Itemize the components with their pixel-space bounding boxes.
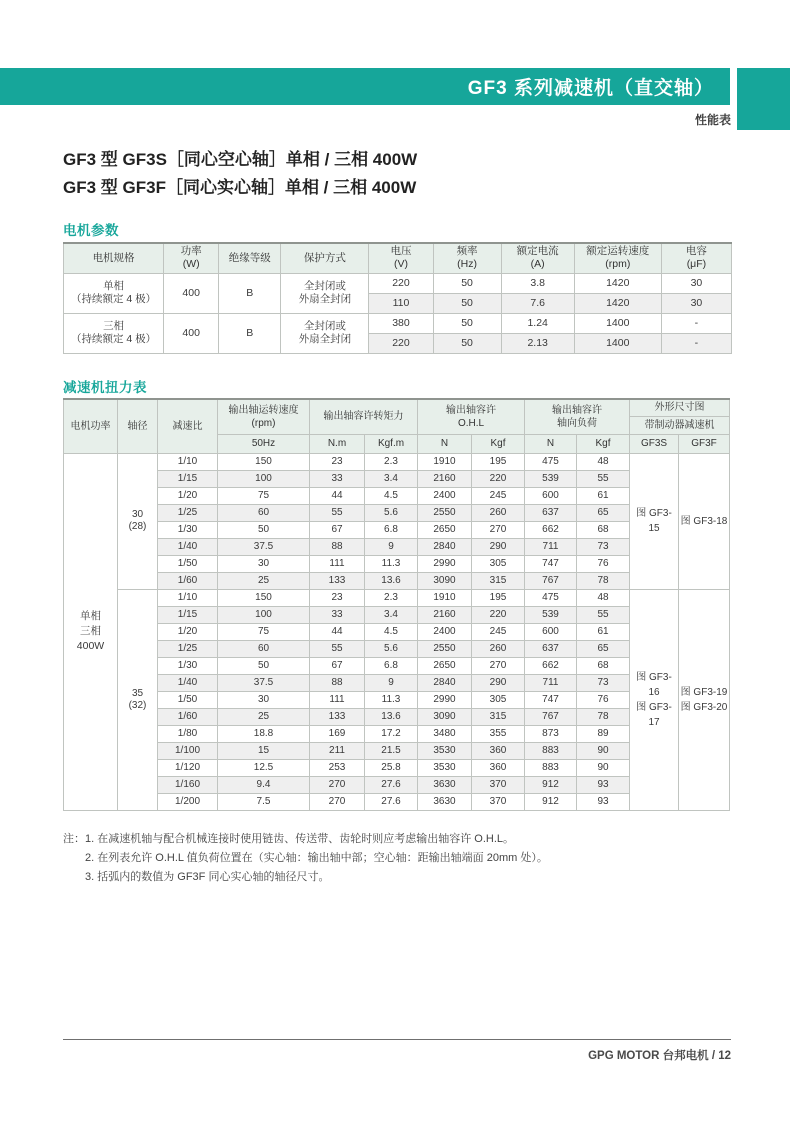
cell-value: 78 — [577, 708, 630, 725]
cell-value: 2.13 — [501, 333, 574, 353]
cell-value: 65 — [577, 504, 630, 521]
sub-column-header: GF3S — [630, 434, 679, 453]
cell-value: 9 — [365, 674, 418, 691]
motor-table-head — [64, 243, 732, 273]
cell-value: 55 — [577, 606, 630, 623]
cell-shaft-diameter: 35 (32) — [118, 589, 158, 810]
cell-value: 315 — [472, 708, 525, 725]
cell-value: 912 — [525, 776, 577, 793]
notes-list — [85, 830, 548, 887]
cell-value: 17.2 — [365, 725, 418, 742]
cell-value: 27.6 — [365, 793, 418, 810]
column-header: 额定运转速度 (rpm) — [574, 243, 661, 273]
cell-value: 73 — [577, 538, 630, 555]
cell-value: 55 — [310, 640, 365, 657]
motor-table-body — [64, 273, 732, 353]
cell-value: 9.4 — [218, 776, 310, 793]
sub-column-header: GF3F — [679, 434, 730, 453]
cell-value: 89 — [577, 725, 630, 742]
cell-value: 21.5 — [365, 742, 418, 759]
cell-value: 5.6 — [365, 504, 418, 521]
sub-column-header: N — [525, 434, 577, 453]
note-item: 3. 括弧内的数值为 GF3F 同心实心轴的轴径尺寸。 — [85, 871, 330, 883]
cell-ratio: 1/50 — [158, 555, 218, 572]
cell-value: 2400 — [418, 623, 472, 640]
torque-table — [63, 398, 730, 811]
table-row — [64, 273, 732, 293]
cell-value: 93 — [577, 793, 630, 810]
cell-value: 7.6 — [501, 293, 574, 313]
cell-ratio: 1/160 — [158, 776, 218, 793]
cell-value: 3090 — [418, 708, 472, 725]
cell-value: 88 — [310, 538, 365, 555]
cell-value: 637 — [525, 640, 577, 657]
cell-motor-spec: 三相 （持续额定 4 极） — [64, 313, 164, 353]
cell-value: 2.3 — [365, 453, 418, 470]
cell-value: 637 — [525, 504, 577, 521]
cell-value: 78 — [577, 572, 630, 589]
header-row — [64, 243, 732, 273]
cell-value: 55 — [310, 504, 365, 521]
torque-table-body — [64, 453, 730, 810]
cell-value: 2.3 — [365, 589, 418, 606]
cell-value: 25 — [218, 708, 310, 725]
cell-value: 13.6 — [365, 708, 418, 725]
sub-column-header: Kgf — [472, 434, 525, 453]
cell-value: 370 — [472, 793, 525, 810]
cell-value: 55 — [577, 470, 630, 487]
cell-value: 9 — [365, 538, 418, 555]
cell-value: 245 — [472, 487, 525, 504]
cell-value: 290 — [472, 538, 525, 555]
cell-value: 27.6 — [365, 776, 418, 793]
cell-ratio: 1/10 — [158, 589, 218, 606]
cell-value: 475 — [525, 453, 577, 470]
cell-value: 6.8 — [365, 657, 418, 674]
cell-ratio: 1/25 — [158, 640, 218, 657]
page-header-bar — [0, 68, 730, 105]
cell-ratio: 1/80 — [158, 725, 218, 742]
cell-value: 2840 — [418, 538, 472, 555]
cell-value: 44 — [310, 487, 365, 504]
cell-value: 60 — [218, 640, 310, 657]
cell-value: 747 — [525, 691, 577, 708]
cell-figure-gf3f: 图 GF3-18 — [679, 453, 730, 589]
cell-value: 111 — [310, 555, 365, 572]
cell-value: 380 — [369, 313, 433, 333]
cell-value: 220 — [472, 470, 525, 487]
col-header-dimensions: 外形尺寸图 — [630, 399, 730, 416]
cell-value: 883 — [525, 742, 577, 759]
cell-value: 50 — [433, 293, 501, 313]
cell-value: 37.5 — [218, 538, 310, 555]
cell-value: 7.5 — [218, 793, 310, 810]
torque-table-head — [64, 399, 730, 453]
cell-value: 30 — [661, 293, 731, 313]
cell-value: 90 — [577, 759, 630, 776]
cell-value: 30 — [218, 555, 310, 572]
col-header-motor-power: 电机功率 — [64, 399, 118, 453]
cell-value: 220 — [369, 333, 433, 353]
column-header: 保护方式 — [281, 243, 369, 273]
cell-value: 6.8 — [365, 521, 418, 538]
cell-value: 1910 — [418, 589, 472, 606]
cell-ratio: 1/30 — [158, 657, 218, 674]
cell-value: 76 — [577, 691, 630, 708]
cell-ratio: 1/30 — [158, 521, 218, 538]
cell-value: 18.8 — [218, 725, 310, 742]
cell-value: 37.5 — [218, 674, 310, 691]
col-header-shaft: 轴径 — [118, 399, 158, 453]
cell-value: 767 — [525, 572, 577, 589]
cell-ratio: 1/10 — [158, 453, 218, 470]
cell-value: 260 — [472, 504, 525, 521]
cell-value: 33 — [310, 470, 365, 487]
sub-column-header: N.m — [310, 434, 365, 453]
cell-value: 3630 — [418, 793, 472, 810]
table-row — [64, 589, 730, 606]
cell-value: 355 — [472, 725, 525, 742]
table-row — [64, 453, 730, 470]
cell-figure-gf3f: 图 GF3-19 图 GF3-20 — [679, 589, 730, 810]
cell-value: 30 — [218, 691, 310, 708]
cell-motor-spec: 单相 （持续额定 4 极） — [64, 273, 164, 313]
cell-value: 169 — [310, 725, 365, 742]
cell-value: 150 — [218, 589, 310, 606]
cell-value: 220 — [369, 273, 433, 293]
cell-value: 270 — [472, 657, 525, 674]
cell-shaft-diameter: 30 (28) — [118, 453, 158, 589]
cell-value: 767 — [525, 708, 577, 725]
header-row-1 — [64, 399, 730, 416]
cell-insulation: B — [219, 273, 281, 313]
column-header: 电压 (V) — [369, 243, 433, 273]
cell-ratio: 1/40 — [158, 538, 218, 555]
notes-prefix: 注： — [63, 833, 85, 845]
column-header: 电机规格 — [64, 243, 164, 273]
cell-ratio: 1/15 — [158, 470, 218, 487]
cell-value: 48 — [577, 453, 630, 470]
col-header-axial: 输出轴容许 轴向负荷 — [525, 399, 630, 434]
cell-value: 662 — [525, 521, 577, 538]
sub-column-header: Kgf — [577, 434, 630, 453]
cell-value: 100 — [218, 606, 310, 623]
cell-value: 60 — [218, 504, 310, 521]
model-title-line-1: GF3 型 GF3S［同心空心轴］单相 / 三相 400W — [63, 150, 418, 169]
cell-value: 370 — [472, 776, 525, 793]
cell-value: 4.5 — [365, 623, 418, 640]
cell-value: 305 — [472, 555, 525, 572]
cell-value: 220 — [472, 606, 525, 623]
cell-value: 88 — [310, 674, 365, 691]
cell-value: 68 — [577, 657, 630, 674]
cell-motor-power: 单相 三相 400W — [64, 453, 118, 810]
cell-value: 133 — [310, 708, 365, 725]
cell-value: 48 — [577, 589, 630, 606]
cell-value: 3530 — [418, 742, 472, 759]
column-header: 绝缘等级 — [219, 243, 281, 273]
cell-value: 100 — [218, 470, 310, 487]
cell-value: 711 — [525, 538, 577, 555]
cell-value: 50 — [218, 521, 310, 538]
cell-value: 195 — [472, 589, 525, 606]
motor-section-label: 电机参数 — [63, 223, 119, 238]
cell-value: 260 — [472, 640, 525, 657]
cell-value: 23 — [310, 589, 365, 606]
table-row — [64, 313, 732, 333]
cell-value: 883 — [525, 759, 577, 776]
column-header: 频率 (Hz) — [433, 243, 501, 273]
cell-value: 12.5 — [218, 759, 310, 776]
cell-value: 1420 — [574, 293, 661, 313]
cell-figure-gf3s: 图 GF3-16 图 GF3-17 — [630, 589, 679, 810]
cell-value: 245 — [472, 623, 525, 640]
cell-value: 133 — [310, 572, 365, 589]
cell-insulation: B — [219, 313, 281, 353]
cell-protection: 全封闭或 外扇全封闭 — [281, 273, 369, 313]
cell-value: 3530 — [418, 759, 472, 776]
cell-value: 5.6 — [365, 640, 418, 657]
cell-value: 2990 — [418, 555, 472, 572]
cell-value: 3.4 — [365, 606, 418, 623]
torque-section-label: 减速机扭力表 — [63, 380, 147, 395]
model-titles — [63, 146, 417, 202]
cell-value: 2160 — [418, 606, 472, 623]
notes-block — [63, 830, 731, 887]
cell-value: 111 — [310, 691, 365, 708]
cell-value: 73 — [577, 674, 630, 691]
cell-ratio: 1/60 — [158, 708, 218, 725]
column-header: 功率 (W) — [164, 243, 219, 273]
cell-value: 61 — [577, 487, 630, 504]
cell-value: 747 — [525, 555, 577, 572]
cell-value: 90 — [577, 742, 630, 759]
cell-value: 93 — [577, 776, 630, 793]
cell-value: 600 — [525, 623, 577, 640]
cell-value: 360 — [472, 759, 525, 776]
cell-value: 475 — [525, 589, 577, 606]
sub-column-header: N — [418, 434, 472, 453]
cell-ratio: 1/200 — [158, 793, 218, 810]
sub-column-header: 50Hz — [218, 434, 310, 453]
cell-value: 1400 — [574, 333, 661, 353]
column-header: 额定电流 (A) — [501, 243, 574, 273]
cell-value: 25 — [218, 572, 310, 589]
cell-value: 2650 — [418, 657, 472, 674]
cell-value: 2650 — [418, 521, 472, 538]
cell-value: 2160 — [418, 470, 472, 487]
cell-power: 400 — [164, 313, 219, 353]
page-title: GF3 系列减速机（直交轴） — [467, 78, 714, 99]
cell-value: 61 — [577, 623, 630, 640]
cell-ratio: 1/20 — [158, 623, 218, 640]
cell-value: - — [661, 313, 731, 333]
cell-ratio: 1/25 — [158, 504, 218, 521]
cell-value: 1.24 — [501, 313, 574, 333]
cell-value: 76 — [577, 555, 630, 572]
cell-value: 270 — [472, 521, 525, 538]
cell-value: 270 — [310, 793, 365, 810]
cell-value: 2990 — [418, 691, 472, 708]
cell-value: 290 — [472, 674, 525, 691]
col-header-ratio: 减速比 — [158, 399, 218, 453]
cell-value: 33 — [310, 606, 365, 623]
model-title-line-2: GF3 型 GF3F［同心实心轴］单相 / 三相 400W — [63, 178, 417, 197]
cell-protection: 全封闭或 外扇全封闭 — [281, 313, 369, 353]
cell-value: 11.3 — [365, 691, 418, 708]
cell-value: 13.6 — [365, 572, 418, 589]
footer-page-label: GPG MOTOR 台邦电机 / 12 — [588, 1050, 731, 1062]
cell-value: 25.8 — [365, 759, 418, 776]
cell-ratio: 1/15 — [158, 606, 218, 623]
note-item: 1. 在减速机轴与配合机械连接时使用链齿、传送带、齿轮时则应考虑输出轴容许 O.H.L。 — [85, 833, 515, 845]
cell-value: 2840 — [418, 674, 472, 691]
cell-ratio: 1/100 — [158, 742, 218, 759]
cell-ratio: 1/20 — [158, 487, 218, 504]
cell-value: 150 — [218, 453, 310, 470]
cell-value: 1420 — [574, 273, 661, 293]
cell-value: 68 — [577, 521, 630, 538]
page-subtitle: 性能表 — [694, 113, 731, 127]
header-accent-square — [737, 68, 790, 130]
col-header-speed: 输出轴运转速度 (rpm) — [218, 399, 310, 434]
cell-value: 305 — [472, 691, 525, 708]
cell-value: 3090 — [418, 572, 472, 589]
col-header-torque: 输出轴容许转矩力 — [310, 399, 418, 434]
cell-value: 662 — [525, 657, 577, 674]
cell-value: 67 — [310, 657, 365, 674]
cell-value: 1400 — [574, 313, 661, 333]
cell-ratio: 1/60 — [158, 572, 218, 589]
cell-value: 110 — [369, 293, 433, 313]
cell-value: 30 — [661, 273, 731, 293]
cell-value: 539 — [525, 606, 577, 623]
note-item: 2. 在列表允许 O.H.L 值负荷位置在（实心轴：输出轴中部；空心轴：距输出轴端面 20mm 处）。 — [85, 852, 548, 864]
motor-table — [63, 242, 732, 354]
cell-value: 270 — [310, 776, 365, 793]
cell-ratio: 1/40 — [158, 674, 218, 691]
cell-value: 50 — [433, 333, 501, 353]
cell-value: 23 — [310, 453, 365, 470]
cell-value: 600 — [525, 487, 577, 504]
cell-power: 400 — [164, 273, 219, 313]
cell-value: 2550 — [418, 504, 472, 521]
cell-value: 3480 — [418, 725, 472, 742]
cell-value: 75 — [218, 623, 310, 640]
cell-value: 195 — [472, 453, 525, 470]
cell-value: 253 — [310, 759, 365, 776]
cell-value: 2400 — [418, 487, 472, 504]
cell-value: 65 — [577, 640, 630, 657]
cell-ratio: 1/50 — [158, 691, 218, 708]
cell-value: 711 — [525, 674, 577, 691]
cell-value: 912 — [525, 793, 577, 810]
cell-value: 539 — [525, 470, 577, 487]
cell-value: 75 — [218, 487, 310, 504]
cell-value: 44 — [310, 623, 365, 640]
cell-value: 4.5 — [365, 487, 418, 504]
cell-value: 3.8 — [501, 273, 574, 293]
cell-value: 211 — [310, 742, 365, 759]
cell-value: 315 — [472, 572, 525, 589]
cell-value: 67 — [310, 521, 365, 538]
sub-column-header: Kgf.m — [365, 434, 418, 453]
cell-value: 2550 — [418, 640, 472, 657]
footer-divider — [63, 1039, 731, 1040]
cell-ratio: 1/120 — [158, 759, 218, 776]
cell-figure-gf3s: 图 GF3-15 — [630, 453, 679, 589]
cell-value: 11.3 — [365, 555, 418, 572]
cell-value: 50 — [433, 313, 501, 333]
cell-value: 3.4 — [365, 470, 418, 487]
col-header-ohl: 输出轴容许 O.H.L — [418, 399, 525, 434]
cell-value: 50 — [433, 273, 501, 293]
cell-value: 360 — [472, 742, 525, 759]
col-header-brake-reducer: 带制动器减速机 — [630, 416, 730, 434]
cell-value: 873 — [525, 725, 577, 742]
column-header: 电容 (μF) — [661, 243, 731, 273]
cell-value: 3630 — [418, 776, 472, 793]
cell-value: 1910 — [418, 453, 472, 470]
cell-value: - — [661, 333, 731, 353]
cell-value: 15 — [218, 742, 310, 759]
cell-value: 50 — [218, 657, 310, 674]
